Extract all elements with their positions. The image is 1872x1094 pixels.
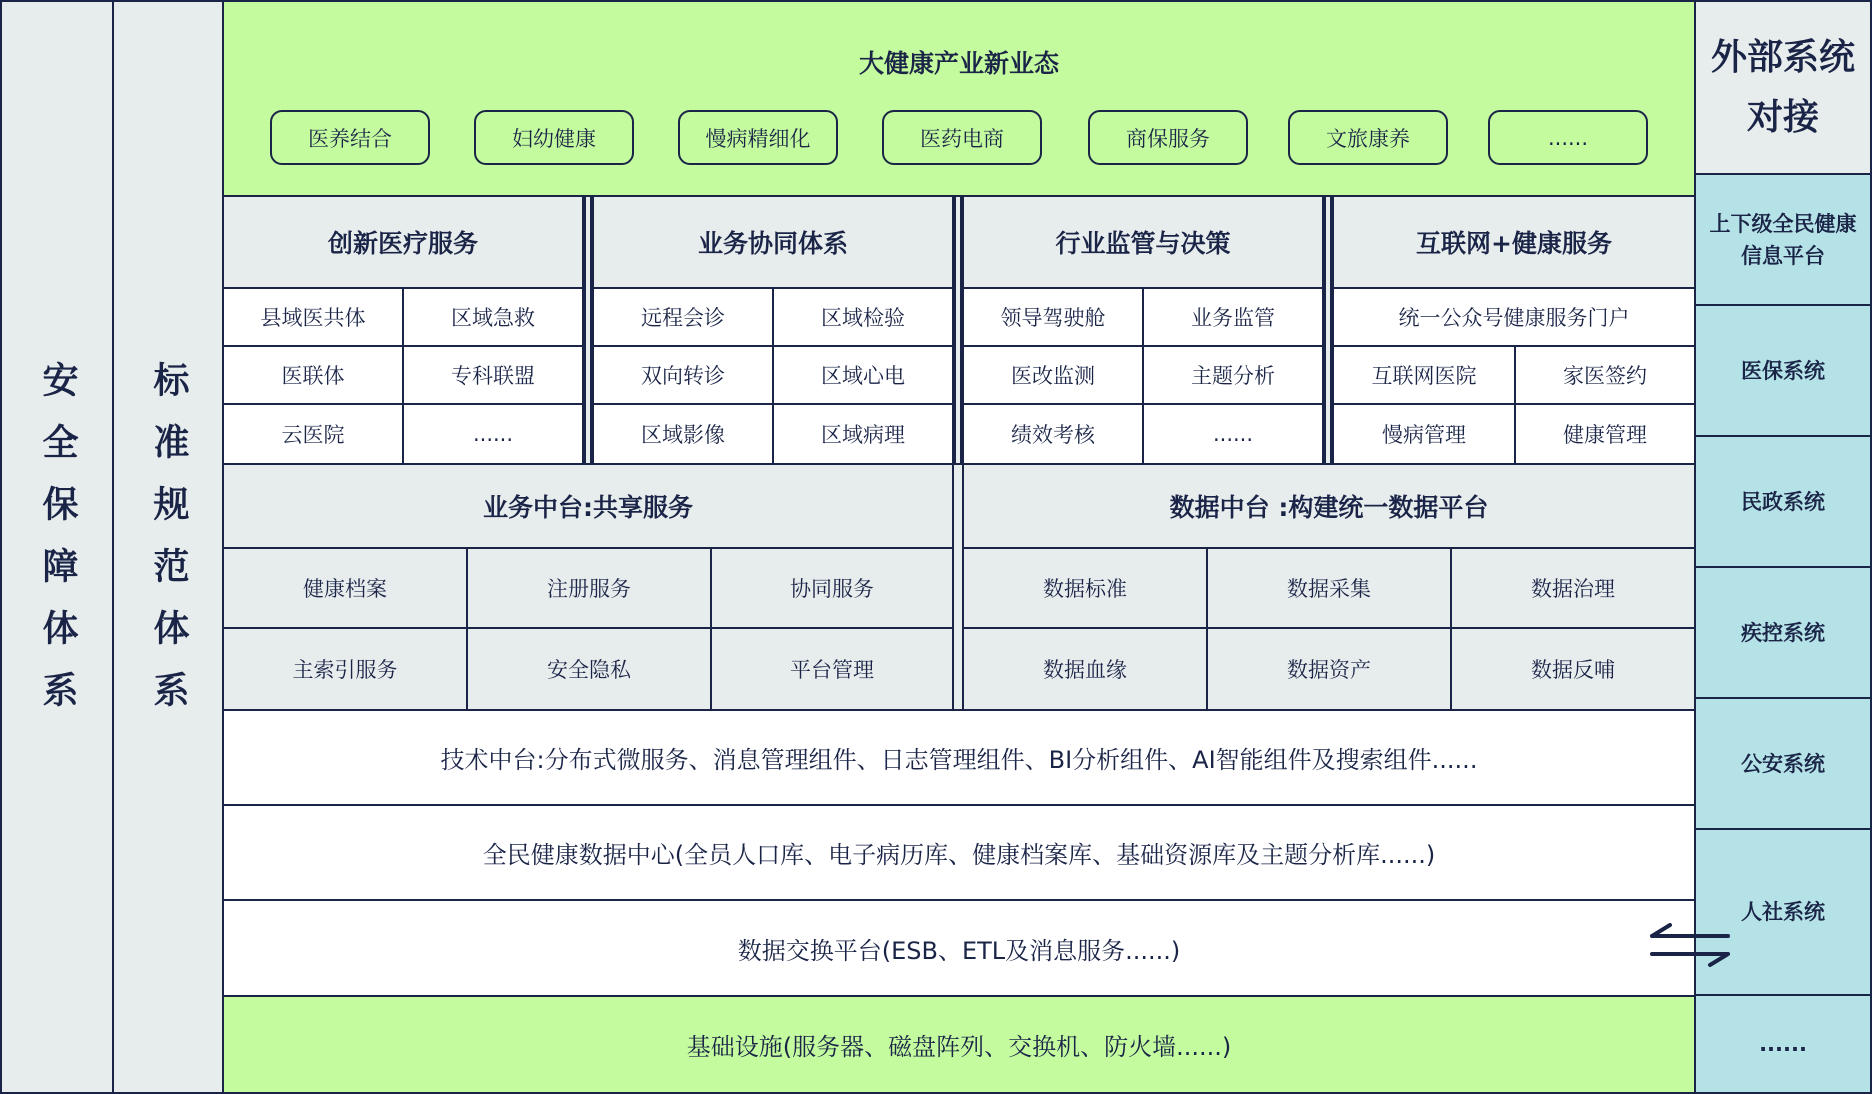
security-system-label: 安全保障体系: [37, 361, 78, 733]
module-cell: 医改监测: [962, 345, 1144, 405]
external-system-item: ......: [1694, 994, 1872, 1094]
external-system-item: 人社系统: [1694, 828, 1872, 996]
external-systems-title: 外部系统对接: [1694, 0, 1872, 175]
module-cell: 区域急救: [402, 287, 584, 347]
business-platform-cell: 主索引服务: [222, 627, 468, 711]
platform-divider: [954, 463, 962, 711]
pill-item: 妇幼健康: [474, 110, 634, 165]
bidirectional-arrow-icon: [1648, 922, 1734, 968]
external-system-item: 医保系统: [1694, 304, 1872, 437]
module-cell: 区域影像: [592, 403, 774, 465]
module-cell: 云医院: [222, 403, 404, 465]
infrastructure-layer: 基础设施(服务器、磁盘阵列、交换机、防火墙......): [222, 995, 1696, 1094]
business-platform-title: 业务中台:共享服务: [222, 463, 954, 549]
module-cell: 慢病管理: [1332, 403, 1516, 465]
business-platform-cell: 平台管理: [710, 627, 954, 711]
data-platform-cell: 数据血缘: [962, 627, 1208, 711]
external-system-item: 民政系统: [1694, 435, 1872, 568]
pill-item: 医药电商: [882, 110, 1042, 165]
data-platform-cell: 数据标准: [962, 547, 1208, 629]
module-cell-wide: 统一公众号健康服务门户: [1332, 287, 1696, 347]
module-title-internet-health: 互联网+健康服务: [1332, 195, 1696, 289]
standards-system-label: 标准规范体系: [148, 361, 189, 733]
tech-platform-layer: 技术中台:分布式微服务、消息管理组件、日志管理组件、BI分析组件、AI智能组件及搜索组件......: [222, 709, 1696, 806]
business-platform-cell: 协同服务: [710, 547, 954, 629]
module-cell: 家医签约: [1514, 345, 1696, 405]
business-platform-cell: 健康档案: [222, 547, 468, 629]
module-cell: 区域心电: [772, 345, 954, 405]
module-cell: 业务监管: [1142, 287, 1324, 347]
data-platform-cell: 数据资产: [1206, 627, 1452, 711]
pill-item: ......: [1488, 110, 1648, 165]
business-platform-cell: 安全隐私: [466, 627, 712, 711]
module-cell: 专科联盟: [402, 345, 584, 405]
module-cell: 区域病理: [772, 403, 954, 465]
module-cell: 医联体: [222, 345, 404, 405]
data-platform-title: 数据中台 :构建统一数据平台: [962, 463, 1696, 549]
data-platform-cell: 数据采集: [1206, 547, 1452, 629]
module-title-industry-supervision: 行业监管与决策: [962, 195, 1324, 289]
module-cell: 绩效考核: [962, 403, 1144, 465]
new-business-section: [222, 0, 1696, 197]
module-cell: ......: [402, 403, 584, 465]
module-cell: ......: [1142, 403, 1324, 465]
module-cell: 区域检验: [772, 287, 954, 347]
module-cell: 双向转诊: [592, 345, 774, 405]
module-cell: 远程会诊: [592, 287, 774, 347]
module-cell: 互联网医院: [1332, 345, 1516, 405]
module-cell: 主题分析: [1142, 345, 1324, 405]
module-divider: [954, 197, 962, 463]
pill-item: 医养结合: [270, 110, 430, 165]
module-title-business-collaboration: 业务协同体系: [592, 195, 954, 289]
external-system-item: 疾控系统: [1694, 566, 1872, 699]
module-cell: 领导驾驶舱: [962, 287, 1144, 347]
standards-system-column: [112, 0, 224, 1094]
business-platform-cell: 注册服务: [466, 547, 712, 629]
module-cell: 健康管理: [1514, 403, 1696, 465]
security-system-column: [0, 0, 114, 1094]
external-system-item: 公安系统: [1694, 697, 1872, 830]
module-divider: [584, 197, 592, 463]
pill-item: 慢病精细化: [678, 110, 838, 165]
pill-item: 文旅康养: [1288, 110, 1448, 165]
data-platform-cell: 数据治理: [1450, 547, 1696, 629]
data-exchange-layer: 数据交换平台(ESB、ETL及消息服务......): [222, 899, 1696, 997]
module-cell: 县域医共体: [222, 287, 404, 347]
data-platform-cell: 数据反哺: [1450, 627, 1696, 711]
external-system-item: 上下级全民健康信息平台: [1694, 173, 1872, 306]
new-business-title: 大健康产业新业态: [858, 49, 1059, 78]
module-title-innovative-medical: 创新医疗服务: [222, 195, 584, 289]
health-data-center-layer: 全民健康数据中心(全员人口库、电子病历库、健康档案库、基础资源库及主题分析库......): [222, 804, 1696, 901]
module-divider: [1324, 197, 1332, 463]
pill-item: 商保服务: [1088, 110, 1248, 165]
